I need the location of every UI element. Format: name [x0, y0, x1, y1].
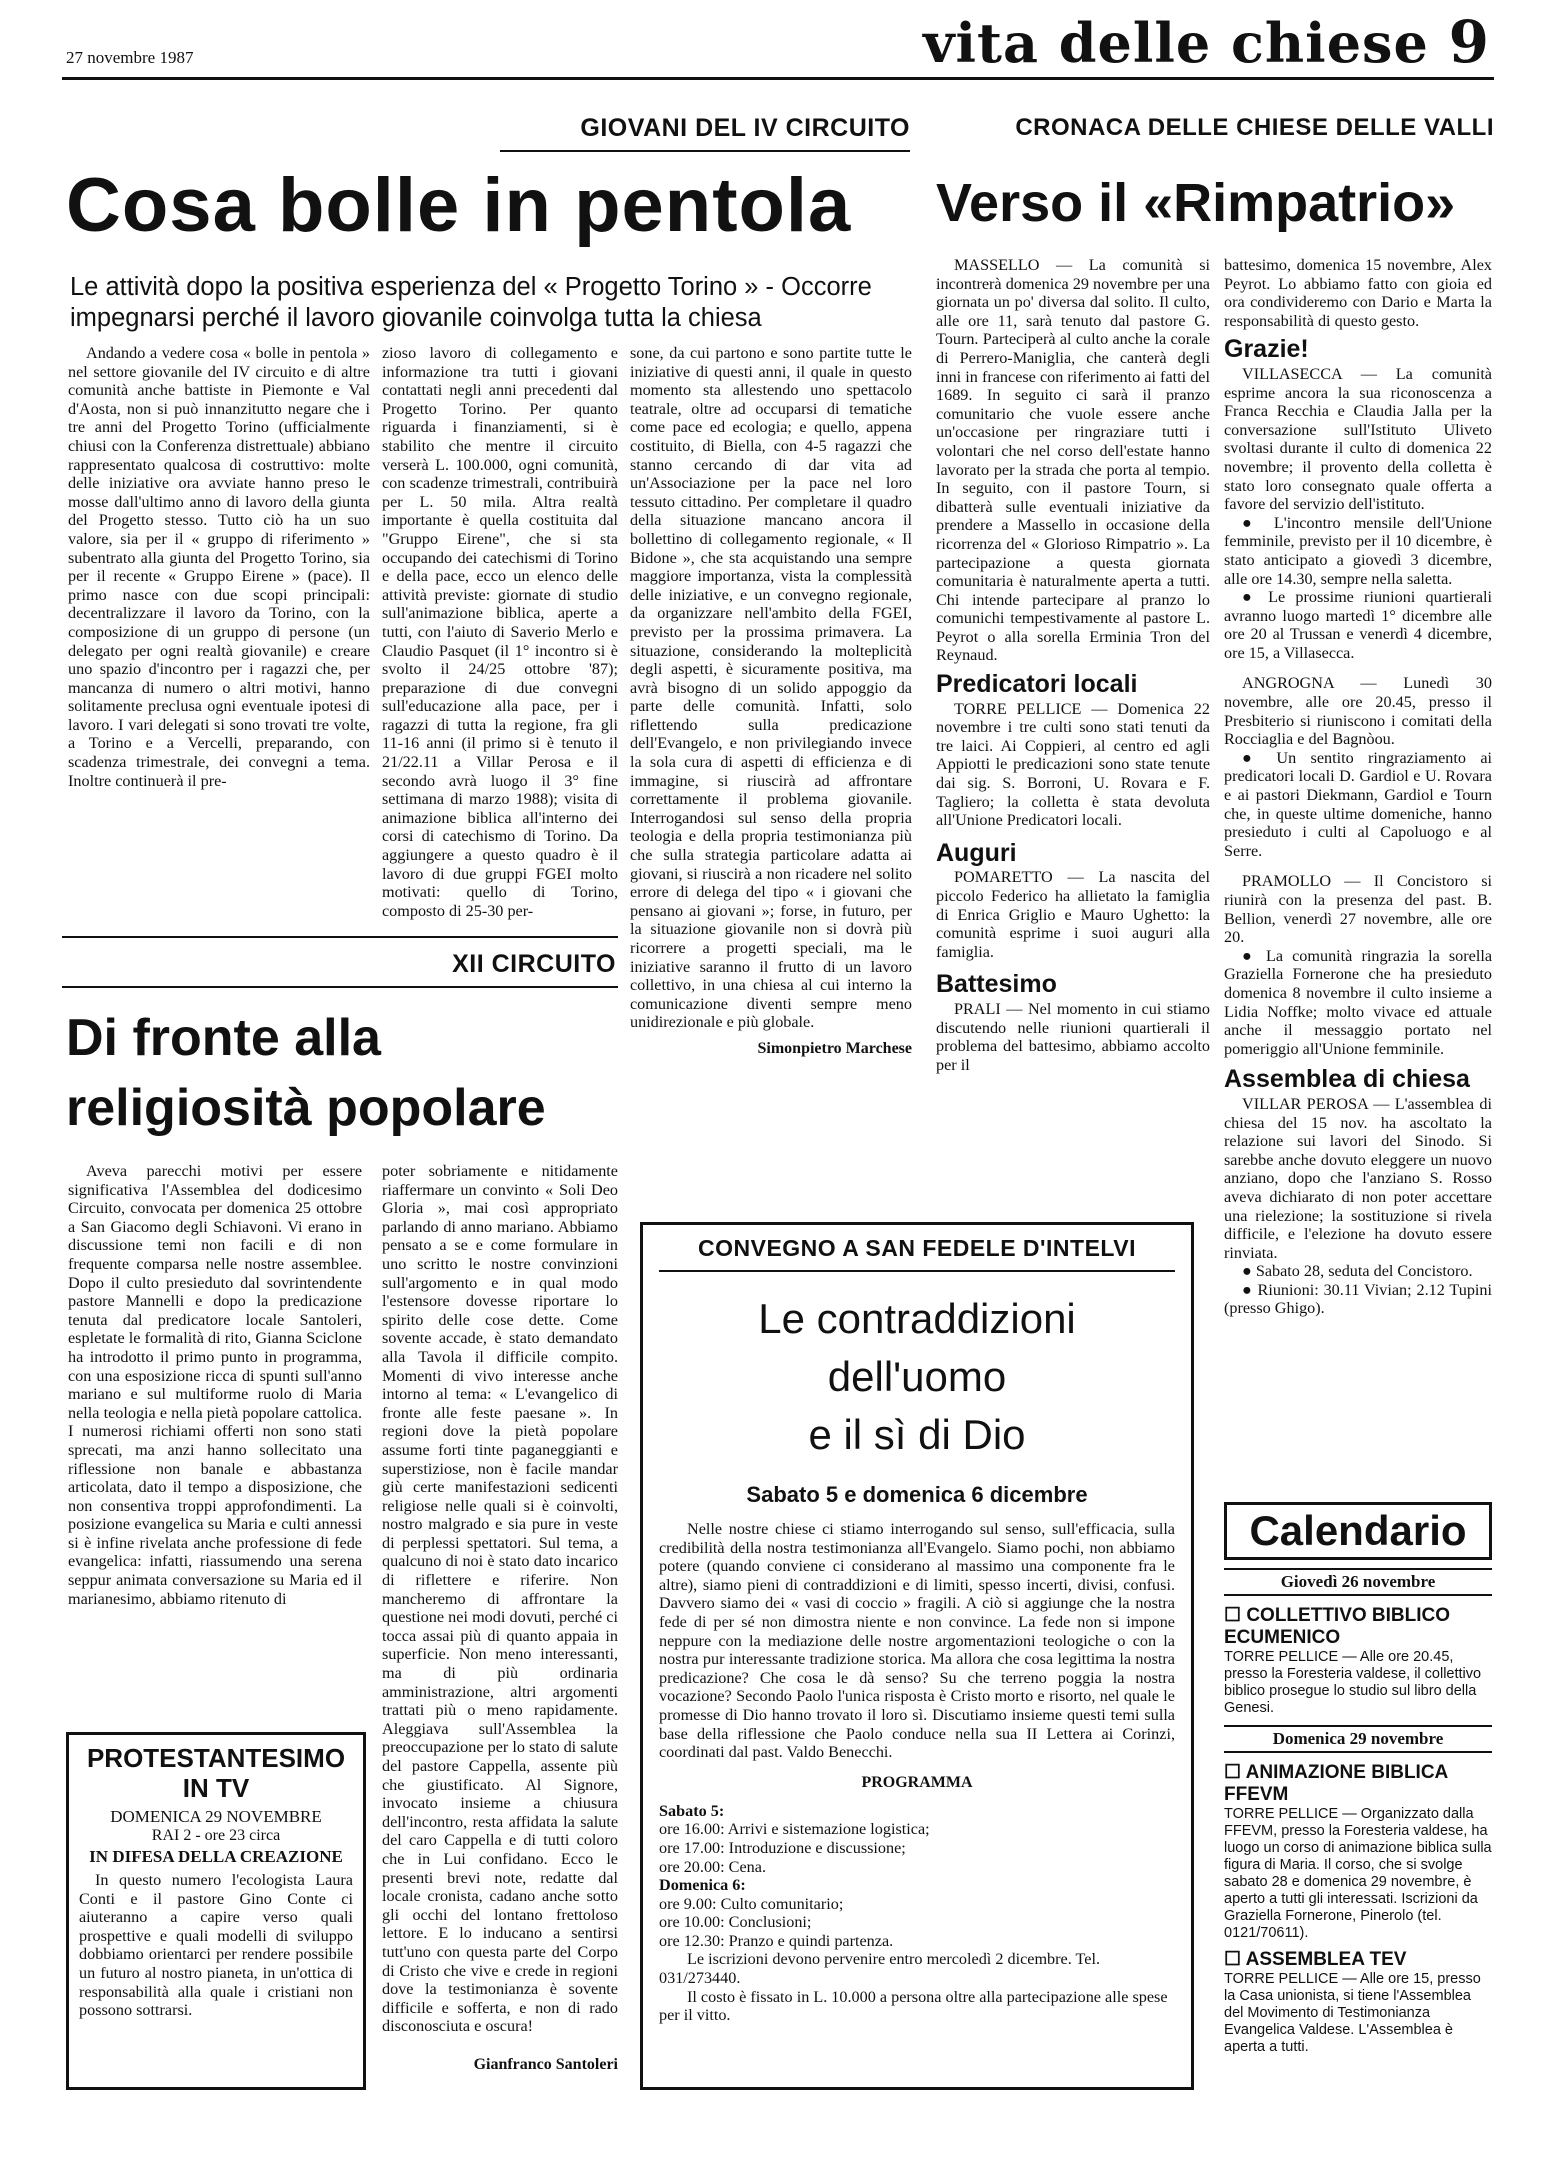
convegno-dates: Sabato 5 e domenica 6 dicembre: [746, 1482, 1088, 1507]
article2-text2: poter sobriamente e nitidamente riaffermare un convinto « Soli Deo Gloria », mai così appropriato parlando di anno mariano. Abbiamo pensato a se e come formulare in uno scritto le nostre convinzioni sull'argomento e in qual modo l'estensore dovesse riportare lo spirito delle cose dette. Come sovente accade, è stato demandato alla Tavola il difficile compito. Momenti di vivo interesse anche intorno al tema: « L'evangelico di fronte alle feste paesane ». In regioni dove la pietà popolare assume forti tinte paganeggianti e superstiziose, non è facile mandar giù certe manifestazioni sedicenti religiose nelle quali si è coinvolti, nostro malgrado e sia pure in veste di perplessi spettatori. Sul tema, a qualcuno di noi è stato dato incarico di riflettere e riferire. Non mancheremo di affrontare la questione nei modi dovuti, perché ci tocca assai più di quanto appaia in superficie. Non meno interessanti, ma di più ordinaria amministrazione, altri argomenti trattati più o meno rapidamente. Aleggiava sull'Assemblea la preoccupazione per lo stato di salute del pastore Cappella, assente più che giustificato. Al Signore, invocato insieme a chiusura dell'incontro, resta affidata la salute del caro Cappella e di tutti coloro che in Lui confidano. Ecco le presenti brevi note, redatte dal locale cronista, cadano anche sotto gli occhi del lontano frettoloso lettore. E lo inducano a sentirsi tutt'uno con questa parte del Corpo di Cristo che vive e crede in regioni dove la testimonianza è sovente difficile e sofferta, e non di rado disconosciuta e oscura!: [382, 1162, 618, 2036]
article1-text1: Andando a vedere cosa « bolle in pentola » nel settore giovanile del IV circuito e di altre comunità anche battiste in Piemonte e Val d'Aosta, non si può innanzitutto negare che i tre anni del Progetto Torino (ufficialmente chiusi con la Conferenza distrettuale) abbiano rappresentato qualcosa di costruttivo: molte delle iniziative ora avviate hanno preso le mosse dall'ultimo anno di lavoro della giunta del Progetto stesso. Tutto ciò ha un suo valore, sia per il « gruppo di riferimento » subentrato alla giunta del Progetto Torino, sia per il recente « Gruppo Eirene » (pace). Il primo nasce con due scopi principali: decentralizzare il lavoro da Torino, con la composizione di un gruppo di persone (un delegato per ogni realtà giovanile) e creare uno spazio d'incontro per i ragazzi che, per mancanza di numero o altri motivi, hanno solitamente preclusa ogni eventuale ipotesi di lavoro. I vari delegati si sono trovati tre volte, a Torino e a Vercelli, preparando, con scadenza trimestrale, dei convegni a tema. Inoltre continuerà il pre-: [68, 344, 370, 790]
tv-box-channel: RAI 2 - ore 23 circa: [151, 1827, 281, 1844]
predicatori-text: TORRE PELLICE — Domenica 22 novembre i tre culti sono stati tenuti da tre laici. Ai Coppieri, al centro ed agli Appiotti le predicazioni sono state tenute dai sig. S. Borroni, U. Rovara e F. Tagliero; la colletta è stata devoluta all'Unione Predicatori locali.: [936, 699, 1210, 830]
program-line: ore 20.00: Cena.: [659, 1857, 766, 1876]
article1-col2: [382, 344, 618, 920]
battesimo-cont: battesimo, domenica 15 novembre, Alex Peyrot. Lo abbiamo fatto con gioia ed ora condivideremo con Dario e Marta la responsabilità di questo gesto.: [1224, 256, 1492, 330]
checkbox-icon: ☐: [1224, 1762, 1242, 1783]
article2-title-line1: Di fronte alla: [66, 1009, 381, 1067]
convegno-title-1: Le contraddizioni: [758, 1295, 1076, 1342]
convegno-footer2: Il costo è fissato in L. 10.000 a persona oltre alla partecipazione alle spese per il vitto.: [659, 1987, 1168, 2025]
convegno-title-2: dell'uomo: [827, 1353, 1007, 1400]
article2-kicker: XII CIRCUITO: [452, 950, 616, 978]
assemblea-bullet2: [1224, 1281, 1492, 1318]
calendario-title: Calendario: [1224, 1502, 1492, 1560]
article2-kicker-rule: [62, 986, 618, 988]
program-line: ore 12.30: Pranzo e quindi partenza.: [659, 1931, 894, 1950]
bullet-icon: ●: [1242, 1262, 1252, 1281]
angrogna-bullet1-text: Un sentito ringraziamento ai predicatori locali D. Gardiol e U. Rovara e ai pastori Diekmann, Gardiol e Tourn che, in queste ultime domeniche, hanno presieduto i culti al Capoluogo e al Serre.: [1224, 748, 1493, 860]
calendario-item1-text: TORRE PELLICE — Alle ore 20.45, presso la Foresteria valdese, il collettivo biblico prosegue lo studio sul libro della Genesi.: [1224, 1649, 1482, 1716]
checkbox-icon: ☐: [1224, 1949, 1242, 1970]
grazie-heading: Grazie!: [1224, 335, 1309, 364]
pramollo-bullet1: [1224, 947, 1492, 1059]
auguri-text: POMARETTO — La nascita del piccolo Federico ha allietato la famiglia di Enrica Griglio e Mauro Ughetto: la comunità esprime i suoi auguri alla famiglia.: [936, 868, 1210, 961]
convegno-footer1: Le iscrizioni devono pervenire entro mercoledì 2 dicembre. Tel. 031/273440.: [659, 1950, 1100, 1988]
convegno-program-title: PROGRAMMA: [861, 1773, 973, 1791]
villasecca-bullet1: [1224, 514, 1492, 588]
villasecca-text: VILLASECCA — La comunità esprime ancora la sua riconoscenza a Franca Recchia e Claudia Jalla per la conversazione sull'Istituto Uliveto svoltasi durante il culto di domenica 22 novembre; il provento della colletta è stato loro consegnato quale offerta a favore del servizio dell'istituto.: [1224, 364, 1492, 514]
calendario-item2-text: TORRE PELLICE — Organizzato dalla FFEVM, presso la Foresteria valdese, ha luogo un corso di animazione biblica sulla figura di Maria. Il corso, che si svolge sabato 28 e domenica 29 novembre, è aperto a tutti gli interessati. Iscrizioni da Graziella Fornerone, Pinerolo (tel. 0121/70611).: [1224, 1806, 1492, 1941]
tv-box: [66, 1732, 366, 2090]
villar-perosa-text: VILLAR PEROSA — L'assemblea di chiesa del 15 nov. ha ascoltato la relazione sui lavori del Sinodo. Si sarebbe anche dovuto eleggere un nuovo anziano, dopo che l'anziano S. Rosso aveva dichiarato di non poter accettare una rielezione; la sostituzione si rivela difficile, e l'elezione ha dovuto essere rinviata.: [1224, 1094, 1492, 1262]
angrogna-bullet1: [1224, 749, 1492, 861]
page-date: 27 novembre 1987: [66, 48, 194, 67]
calendario: [1224, 1502, 1492, 2056]
article1-text2: zioso lavoro di collegamento e informazione tra tutti i giovani contattati negli anni precedenti dal Progetto Torino. Per quanto riguarda i finanziamenti, si è stabilito che mentre il circuito verserà L. 100.000, ogni comunità, con scadenze trimestrali, contribuirà per L. 50 mila. Altra realtà importante è quella costituita dal "Gruppo Eirene", che si sta occupando dei catechismi di Torino e della pace, ecco un elenco delle attività previste: giornate di studio sull'animazione biblica, aperte a tutti, con l'aiuto di Saverio Merlo e Claudio Pasquet (il 1° incontro si è svolto il 24/25 ottobre '87); preparazione di due convegni sull'educazione alla pace, per i ragazzi di tutta la regione, fra gli 11-16 anni (il primo si è tenuto il 21/22.11 a Villar Perosa e il secondo avrà luogo il 3° fine settimana di marzo 1988); visita di animazione biblica all'interno dei corsi di catechismo di Torino. Da aggiungere a questo quadro è il lavoro di due gruppi FGEI molto motivati: quello di Torino, composto di 25-30 per-: [382, 344, 618, 920]
calendario-item3-title: [1224, 1948, 1492, 1971]
calendario-item3-title-text: ASSEMBLEA TEV: [1245, 1949, 1407, 1970]
bullet-icon: ●: [1242, 748, 1263, 767]
bullet-icon: ●: [1242, 946, 1257, 965]
calendario-item2-title-text: ANIMAZIONE BIBLICA FFEVM: [1224, 1762, 1448, 1805]
bullet-icon: ●: [1242, 588, 1258, 607]
checkbox-icon: ☐: [1224, 1605, 1242, 1626]
article1-col1: [68, 344, 370, 790]
calendario-item1-title: [1224, 1604, 1492, 1649]
article1-kicker-rule: [500, 150, 910, 152]
calendario-date2: Domenica 29 novembre: [1224, 1725, 1492, 1753]
convegno-title-3: e il sì di Dio: [808, 1411, 1026, 1458]
assemblea-bullet1-text: Sabato 28, seduta del Concistoro.: [1255, 1262, 1473, 1281]
tv-box-title: PROTESTANTESIMO IN TV: [86, 1743, 346, 1803]
article1-col3: [630, 344, 912, 1059]
article1-title: Cosa bolle in pentola: [66, 163, 852, 248]
header-rule: [62, 77, 1494, 80]
massello-text: MASSELLO — La comunità si incontrerà domenica 29 novembre per una giornata un po' diversa dal solito. Il culto, alle ore 11, sarà tenuto dal pastore G. Tourn. Parteciperà al culto anche la corale di Perrero-Maniglia, che canterà degli inni in francese con riferimento ai fatti del 1689. In seguito ci sarà il pranzo comunitario che vuole essere anche un'occasione per ringraziare tutti i volontari che nel corso dell'estate hanno lavorato per la strada che porta al tempio. In seguito, con il pastore Tourn, si dibatterà sulle eventuali iniziative da prendere a Massello in occasione della ricorrenza del « Glorioso Rimpatrio ». La partecipazione a questa giornata comunitaria è naturalmente aperta a tutti. Chi intende partecipare al pranzo lo comunichi tempestivamente al pastore L. Peyrot o alla sorella Erminia Tron del Reynaud.: [936, 256, 1210, 665]
auguri-heading: Auguri: [936, 838, 1017, 867]
calendario-item2-title: [1224, 1761, 1492, 1806]
page-number: 9: [1448, 8, 1490, 76]
section-title: [880, 8, 1490, 76]
tv-box-text: In questo numero l'ecologista Laura Conti e il pastore Gino Conte ci aiuteranno a capire verso quali prospettive e quali modelli di sviluppo dobbiamo orientarci per rendere possibile un futuro al nostro pianeta, in un'ottica di responsabilità alla quale i cristiani non possono sottrarsi.: [79, 1871, 353, 2020]
article1-text3: sone, da cui partono e sono partite tutte le iniziative di questi anni, il quale in questo momento sta allestendo uno spettacolo teatrale, oltre ad occuparsi di tematiche come pace ed ecologia; e quello, appena costituito, di Biella, con 4-5 ragazzi che stanno cercando di dar vita ad un'Associazione per la pace nel loro tessuto cittadino. Per completare il quadro della situazione mancano ancora il bollettino di collegamento regionale, « Il Bidone », che sta acquistando una sempre maggiore importanza, vista la complessità delle iniziative, e un convegno regionale, da organizzare nell'ambito della FGEI, previsto per la prossima primavera. La situazione, considerando la molteplicità degli aspetti, è sicuramente positiva, ma avrà bisogno di un solido appoggio da parte delle comunità. Infatti, solo riflettendo sulla predicazione dell'Evangelo, e non privilegiando invece la sola cura di aspetti di efficienza e di immagine, si riuscirà ad affrontare correttamente il problema giovanile. Interrogandosi sul senso della propria teologia e della propria testimonianza più che sulla strategia particolare adatta ai giovani, si riuscirà a non ricadere nel solito errore di delega del tipo « i giovani che pensano ai giovani »; forse, in futuro, per la situazione giovanile non si dovrà più ricorrere a progetti speciali, ma le iniziative saranno il frutto di un lavoro collettivo, in una chiesa al cui interno la comunicazione diventi sempre meno unidirezionale e più globale.: [630, 344, 912, 1032]
program-line: ore 16.00: Arrivi e sistemazione logistica;: [659, 1820, 930, 1839]
article1-signature: Simonpietro Marchese: [757, 1039, 912, 1057]
bullet-icon: ●: [1242, 513, 1261, 532]
program-line: ore 9.00: Culto comunitario;: [659, 1894, 844, 1913]
convegno-rule: [659, 1270, 1175, 1272]
program-line: Sabato 5:: [659, 1801, 725, 1820]
article3-title: Verso il «Rimpatrio»: [936, 173, 1456, 233]
article3-col1: [936, 256, 1210, 1074]
tv-box-heading: IN DIFESA DELLA CREAZIONE: [89, 1847, 343, 1866]
calendario-date1: Giovedì 26 novembre: [1224, 1568, 1492, 1596]
article2-signature: Gianfranco Santoleri: [473, 2055, 618, 2073]
article3-kicker: CRONACA DELLE CHIESE DELLE VALLI: [1015, 114, 1494, 141]
calendario-item1-title-text: COLLETTIVO BIBLICO ECUMENICO: [1224, 1605, 1451, 1648]
program-line: ore 17.00: Introduzione e discussione;: [659, 1838, 906, 1857]
program-line: Domenica 6:: [659, 1876, 746, 1895]
article2-top-rule: [62, 936, 618, 938]
assemblea-bullet1: [1224, 1262, 1492, 1281]
article1-subtitle: Le attività dopo la positiva esperienza del « Progetto Torino » - Occorre impegnarsi perché il lavoro giovanile coinvolga tutta la chiesa: [70, 273, 872, 332]
predicatori-heading: Predicatori locali: [936, 670, 1138, 699]
article3-col2: [1224, 256, 1492, 1318]
article2-text1: Aveva parecchi motivi per essere significativa l'Assemblea del dodicesimo Circuito, convocata per domenica 25 ottobre a San Giacomo degli Schiavoni. Vi erano in discussione temi non facili e di non frequente comparsa nelle nostre assemblee. Dopo il culto presieduto dal sovrintendente pastore Mannelli e dopo la predicazione tenuta dal predicatore locale Santoleri, espletate le formalità di rito, Gianna Sciclone ha introdotto il primo punto in programma, con una esposizione ricca di spunti sull'anno mariano e sul multiforme ruolo di Maria nella teologia e nella pietà popolare cattolica. I numerosi richiami offerti non sono stati sprecati, ma anzi hanno sollecitato una riflessione non banale e abbastanza articolata, dato il tempo a disposizione, che non consentiva troppi approfondimenti. La posizione evangelica su Maria e culti annessi si è infine rivelata anche professione di fede evangelica: infatti, riassumendo una serena seppur animata conversazione su Maria ed il marianesimo, abbiamo ritenuto di: [68, 1162, 362, 1608]
assemblea-heading: Assemblea di chiesa: [1224, 1065, 1470, 1094]
convegno-kicker: CONVEGNO A SAN FEDELE D'INTELVI: [698, 1235, 1136, 1261]
article2-col1: [68, 1162, 362, 1712]
angrogna-text: ANGROGNA — Lunedì 30 novembre, alle ore 20.45, presso il Presbiterio si riuniscono i comitati della Rocciaglia e del Bagnòou.: [1224, 674, 1492, 749]
section-name: vita delle chiese: [923, 11, 1429, 75]
battesimo-heading: Battesimo: [936, 970, 1057, 999]
bullet-icon: ●: [1242, 1280, 1253, 1299]
villasecca-bullet1-text: L'incontro mensile dell'Unione femminile, previsto per il 10 dicembre, è stato anticipato a giovedì 3 dicembre, alle ore 14.30, sempre nella saletta.: [1224, 513, 1492, 588]
article2-col2: [382, 1162, 618, 2075]
convegno-text: Nelle nostre chiese ci stiamo interrogando sul senso, sull'efficacia, sulla credibilità della nostra testimonianza all'Evangelo. Siamo pochi, non abbiamo potere (quando conviene ci considerano al massimo una componente fra le altre), siamo pieni di contraddizioni e di limiti, spesso incerti, divisi, confusi. Davvero siamo dei « vasi di coccio » fragili. A ciò si aggiunge che la nostra fede di per sé non dimostra niente e non convince. La fede non si impone neppure con la mediazione delle nostre argomentazioni teologiche o con la nostra pur interessante tradizione storica. Ma allora che cosa legittima la nostra predicazione? Che cosa le dà senso? Su che terreno poggia la nostra vocazione? Secondo Paolo l'unica risposta è Cristo morto e risorto, nel quale le promesse di Dio hanno trovato il loro sì. Discutiamo insieme questi temi sulla base della riflessione che Paolo conduce nella sua II Lettera ai Corinzi, coordinati dal past. Valdo Benecchi.: [659, 1520, 1175, 1762]
pramollo-text: PRAMOLLO — Il Concistoro si riunirà con la presenza del past. B. Bellion, venerdì 27 novembre, alle ore 20.: [1224, 872, 1492, 947]
tv-box-date: DOMENICA 29 NOVEMBRE: [110, 1807, 322, 1826]
article2-title-line2: religiosità popolare: [66, 1079, 546, 1137]
calendario-item3-text: TORRE PELLICE — Alle ore 15, presso la Casa unionista, si tiene l'Assemblea del Movimento di Testimonianza Evangelica Valdese. L'Assemblea è aperta a tutti.: [1224, 1971, 1481, 2055]
battesimo-text: PRALI — Nel momento in cui stiamo discutendo nelle riunioni quartierali il problema del battesimo, abbiamo accolto per il: [936, 999, 1210, 1074]
villasecca-bullet2-text: Le prossime riunioni quartierali avranno luogo martedì 1° dicembre alle ore 20 al Trussan e venerdì 4 dicembre, ore 15, a Villasecca.: [1224, 588, 1493, 662]
program-line: ore 10.00: Conclusioni;: [659, 1913, 812, 1932]
pramollo-bullet1-text: La comunità ringrazia la sorella Graziella Fornerone che ha presieduto domenica 8 novembre il culto insieme a Lidia Noffke; molto vivace ed attuale anche il messaggio portato nel pomeriggio all'Unione femminile.: [1224, 946, 1493, 1058]
villasecca-bullet2: [1224, 588, 1492, 662]
assemblea-bullet2-text: Riunioni: 30.11 Vivian; 2.12 Tupini (presso Ghigo).: [1224, 1280, 1493, 1318]
article1-kicker: GIOVANI DEL IV CIRCUITO: [580, 114, 910, 142]
convegno-box: [640, 1222, 1194, 2090]
convegno-program: [659, 1802, 1175, 1951]
